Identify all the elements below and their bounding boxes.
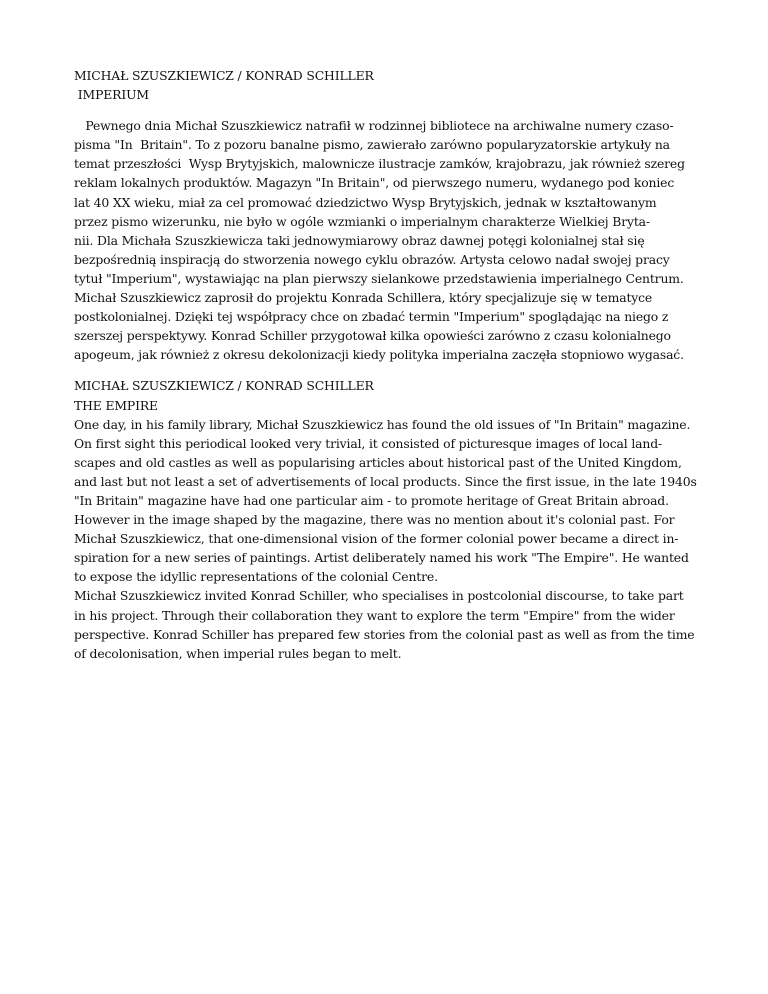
english-line: Michał Szuszkiewicz invited Konrad Schiller, who specialises in postcolonial discourse, to take part [74,588,684,604]
english-line: of decolonisation, when imperial rules began to melt. [74,645,402,661]
polish-line: Pewnego dnia Michał Szuszkiewicz natrafił w rodzinnej bibliotece na archiwalne numery czaso- [74,118,674,134]
english-paragraph [74,415,706,663]
polish-line: szerszej perspektywy. Konrad Schiller przygotował kilka opowieści zarówno z czasu kolonialnego [74,328,671,344]
english-heading-authors: MICHAŁ SZUSZKIEWICZ / KONRAD SCHILLER [74,378,374,394]
english-line: On first sight this periodical looked very trivial, it consisted of picturesque images of local land- [74,435,663,451]
english-line: scapes and old castles as well as popularising articles about historical past of the United Kingdom, [74,454,682,470]
english-line: to expose the idyllic representations of the colonial Centre. [74,569,438,585]
english-line: in his project. Through their collaboration they want to explore the term "Empire" from the wider [74,607,675,623]
polish-line: pisma "In Britain". To z pozoru banalne pismo, zawierało zarówno popularyzatorskie artykuły na [74,137,670,153]
polish-paragraph [74,116,706,364]
polish-line: tytuł "Imperium", wystawiając na plan pierwszy sielankowe przedstawienia imperialnego Centrum. [74,270,684,286]
english-line: Michał Szuszkiewicz, that one-dimensional vision of the former colonial power became a direct in- [74,531,679,547]
english-line: spiration for a new series of paintings. Artist deliberately named his work "The Empire". He wanted [74,550,689,566]
polish-line: reklam lokalnych produktów. Magazyn "In Britain", od pierwszego numeru, wydanego pod koniec [74,175,675,191]
english-heading-title: THE EMPIRE [74,397,158,413]
polish-line: temat przeszłości Wysp Brytyjskich, malownicze ilustracje zamków, krajobrazu, jak również szereg [74,156,685,172]
polish-line: Michał Szuszkiewicz zaprosił do projektu Konrada Schillera, który specjalizuje się w tematyce [74,290,653,306]
polish-heading-title: IMPERIUM [74,87,149,103]
polish-section [74,66,706,364]
english-line: and last but not least a set of advertisements of local products. Since the first issue, in the late 1940s [74,473,697,489]
polish-line: postkolonialnej. Dzięki tej współpracy chce on zbadać termin "Imperium" spoglądając na niego z [74,309,669,325]
polish-line: nii. Dla Michała Szuszkiewicza taki jednowymiarowy obraz dawnej potęgi kolonialnej stał się [74,232,645,248]
spacer [74,104,706,116]
spacer [74,364,706,376]
english-line: perspective. Konrad Schiller has prepared few stories from the colonial past as well as from the time [74,626,695,642]
polish-heading-authors: MICHAŁ SZUSZKIEWICZ / KONRAD SCHILLER [74,68,374,83]
english-section [74,376,706,662]
polish-line: lat 40 XX wieku, miał za cel promować dziedzictwo Wysp Brytyjskich, jednak w kształtowanym [74,194,657,210]
polish-line: przez pismo wizerunku, nie było w ogóle wzmianki o imperialnym charakterze Wielkiej Bryta- [74,213,650,229]
english-line: However in the image shaped by the magazine, there was no mention about it's colonial past. For [74,512,675,528]
document-page [74,66,706,663]
english-line: "In Britain" magazine have had one particular aim - to promote heritage of Great Britain abroad. [74,492,669,508]
polish-line: bezpośrednią inspiracją do stworzenia nowego cyklu obrazów. Artysta celowo nadał swojej pracy [74,251,670,267]
english-line: One day, in his family library, Michał Szuszkiewicz has found the old issues of "In Britain" magazine. [74,416,691,432]
polish-line: apogeum, jak również z okresu dekolonizacji kiedy polityka imperialna zaczęła stopniowo wygasać. [74,347,684,363]
